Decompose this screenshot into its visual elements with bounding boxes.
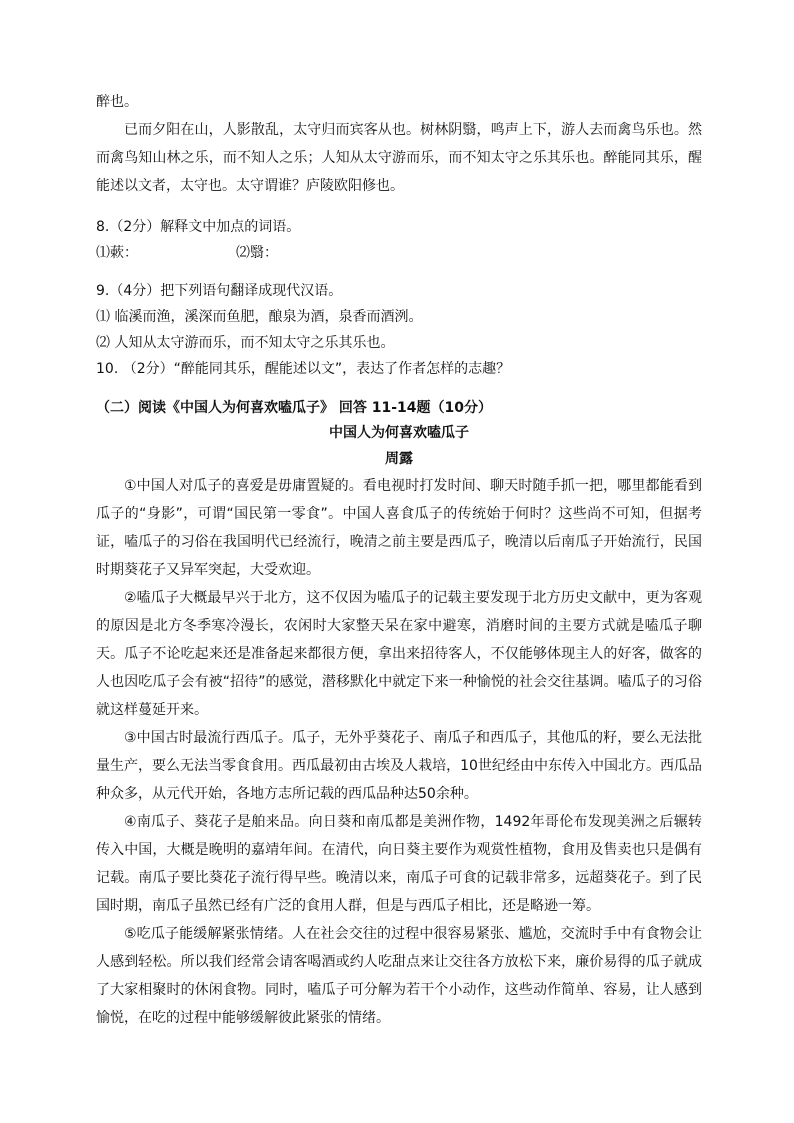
question-8-item-a: ⑴蔌：	[96, 245, 138, 261]
question-8-item-b: ⑵翳：	[236, 245, 278, 261]
question-8: 8.（2分）解释文中加点的词语。	[96, 219, 301, 235]
section-2-heading: （二）阅读《中国人为何喜欢嗑瓜子》 回答 11-14题（10分）	[96, 400, 493, 416]
question-9: 9.（4分）把下列语句翻译成现代汉语。	[96, 283, 343, 299]
essay-paragraph: ③中国古时最流行西瓜子。瓜子，无外乎葵花子、南瓜子和西瓜子，其他瓜的籽，要么无法批量生产，要么无法当零食食用。西瓜最初由古埃及人栽培，10世纪经由中东传入中国北方。西瓜品种众多，从元代开始，各地方志所记载的西瓜品种达50余种。	[96, 730, 702, 802]
essay-paragraph: ④南瓜子、葵花子是舶来品。向日葵和南瓜都是美洲作物，1492年哥伦布发现美洲之后辗转传入中国，大概是晚明的嘉靖年间。在清代，向日葵主要作为观赏性植物，食用及售卖也只是偶有记载。南瓜子要比葵花子流行得早些。晚清以来，南瓜子可食的记载非常多，远超葵花子。到了民国时期，南瓜子虽然已经有广泛的食用人群，但是与西瓜子相比，还是略逊一筹。	[96, 814, 702, 914]
question-9-item-b: ⑵ 人知从太守游而乐，而不知太守之乐其乐也。	[96, 335, 395, 351]
essay-paragraph: ②嗑瓜子大概最早兴于北方，这不仅因为嗑瓜子的记载主要发现于北方历史文献中，更为客观的原因是北方冬季寒冷漫长，农闲时大家整天呆在家中避寒，消磨时间的主要方式就是嗑瓜子聊天。瓜子不论吃起来还是准备起来都很方便，拿出来招待客人，不仅能够体现主人的好客，做客的人也因吃瓜子会有被“招待”的感觉，潜移默化中就定下来一种愉悦的社会交往基调。嗑瓜子的习俗就这样蔓延开来。	[96, 590, 702, 718]
question-9-item-a: ⑴ 临溪而渔，溪深而鱼肥，酿泉为酒，泉香而酒洌。	[96, 309, 423, 325]
classical-text-para1: 已而夕阳在山，人影散乱，太守归而宾客从也。树林阴翳，鸣声上下，游人去而禽鸟乐也。然而禽鸟知山林之乐，而不知人之乐；人知从太守游而乐，而不知太守之乐其乐也。醉能同其乐，醒能述以文者，太守也。太守谓谁？庐陵欧阳修也。	[96, 122, 702, 194]
question-8-items	[96, 242, 702, 264]
essay-author: 周露	[385, 451, 413, 467]
essay-body	[96, 472, 702, 1032]
document-page	[96, 88, 702, 1032]
question-10: 10. （2分）“醉能同其乐，醒能述以文”，表达了作者怎样的志趣？	[96, 361, 511, 377]
essay-paragraph: ①中国人对瓜子的喜爱是毋庸置疑的。看电视时打发时间、聊天时随手抓一把，哪里都能看到瓜子的“身影”，可谓“国民第一零食”。中国人喜食瓜子的传统始于何时？这些尚不可知，但据考证，嗑瓜子的习俗在我国明代已经流行，晚清之前主要是西瓜子，晚清以后南瓜子开始流行，民国时期葵花子又异军突起，大受欢迎。	[96, 478, 702, 578]
classical-text-line0: 醉也。	[96, 94, 138, 110]
essay-title: 中国人为何喜欢嗑瓜子	[329, 425, 469, 441]
essay-paragraph: ⑤吃瓜子能缓解紧张情绪。人在社会交往的过程中很容易紧张、尴尬，交流时手中有食物会让人感到轻松。所以我们经常会请客喝酒或约人吃甜点来让交往各方放松下来，廉价易得的瓜子就成了大家相聚时的休闲食物。同时，嗑瓜子可分解为若干个小动作，这些动作简单、容易，让人感到愉悦，在吃的过程中能够缓解彼此紧张的情绪。	[96, 926, 702, 1026]
